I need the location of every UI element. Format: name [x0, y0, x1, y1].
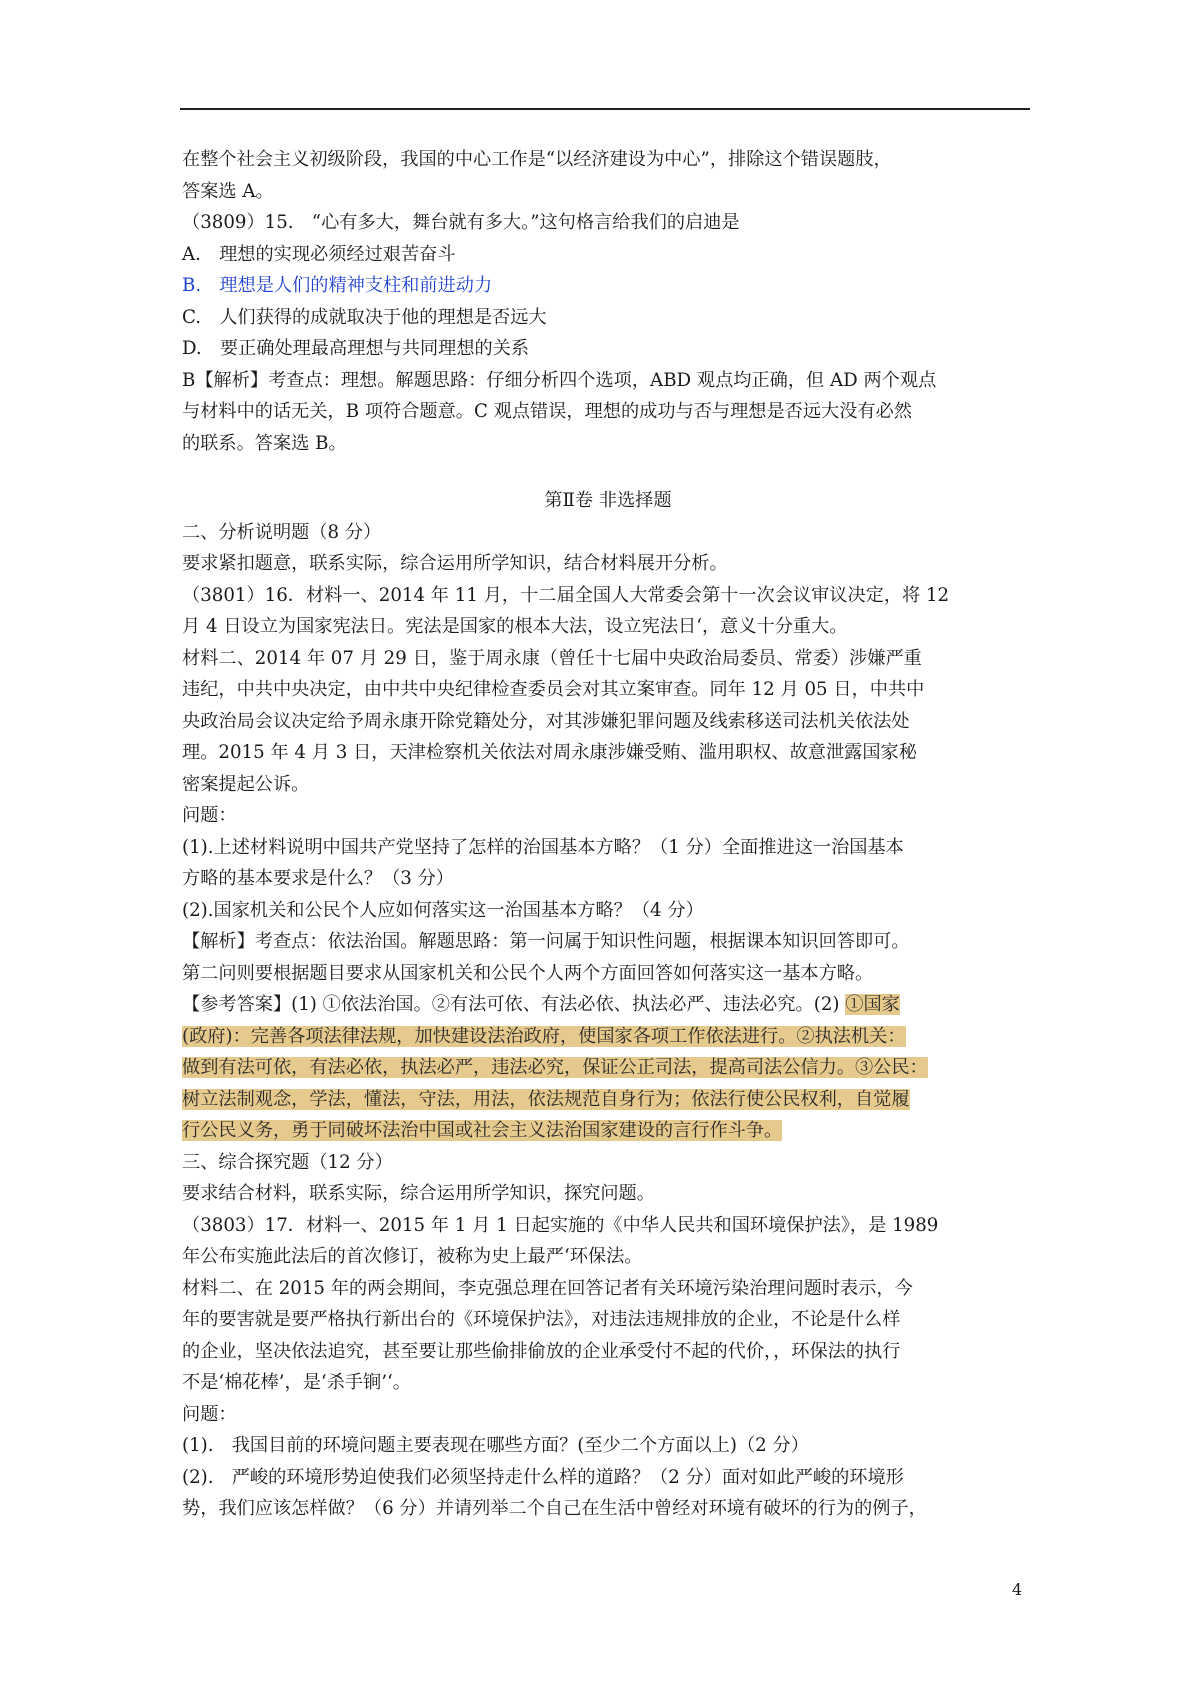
- header-rule: [180, 108, 1030, 110]
- question-label: 问题：: [182, 1403, 237, 1425]
- question-17-line: 的企业，坚决依法追究，甚至要让那些偷排偷放的企业承受付不起的代价，，环保法的执行: [182, 1340, 901, 1362]
- highlighted-answer-line: [182, 1084, 1034, 1116]
- highlighted-answer-line: [182, 1021, 1034, 1053]
- highlighted-answer: 行公民义务，勇于同破坏法治中国或社会主义法治国家建设的言行作斗争。: [182, 1120, 783, 1141]
- sub-question: 势，我们应该怎样做？（6 分）并请列举二个自己在生活中曾经对环境有破坏的行为的例子，: [182, 1498, 927, 1519]
- question-17-line: （3803）17．材料一、2015 年 1 月 1 日起实施的《中华人民共和国环境保护法》，是 1989: [182, 1214, 939, 1236]
- question-17-line: 年公布实施此法后的首次修订，被称为史上最严‘环保法。: [182, 1246, 643, 1267]
- question-15: （3809）15. “心有多大，舞台就有多大。”这句格言给我们的启迪是: [182, 212, 740, 233]
- reference-answer-line: [182, 989, 1034, 1021]
- text-line: 在整个社会主义初级阶段，我国的中心工作是“以经济建设为中心”，排除这个错误题肢，: [182, 149, 892, 170]
- question-16-line: 密案提起公诉。: [182, 773, 310, 795]
- question-16-line: 理。2015 年 4 月 3 日，天津检察机关依法对周永康涉嫌受贿、滥用职权、故意泄露国家秘: [182, 742, 917, 763]
- question-17-line: 材料二、在 2015 年的两会期间，李克强总理在回答记者有关环境污染治理问题时表示，今: [182, 1277, 913, 1299]
- requirement-text: 要求结合材料，联系实际，综合运用所学知识，探究问题。: [182, 1183, 655, 1204]
- question-label: 问题：: [182, 805, 237, 826]
- sub-question: (2).国家机关和公民个人应如何落实这一治国基本方略？（4 分）: [182, 899, 704, 921]
- option-d: D. 要正确处理最高理想与共同理想的关系: [182, 338, 530, 359]
- sub-question: (2). 严峻的环境形势迫使我们必须坚持走什么样的道路？（2 分）面对如此严峻的环境形: [182, 1466, 904, 1488]
- analysis-line: 第二问则要根据题目要求从国家机关和公民个人两个方面回答如何落实这一基本方略。: [182, 962, 874, 984]
- text-line: 答案选 A。: [182, 180, 274, 202]
- highlighted-answer: 做到有法可依，有法必依，执法必严，违法必究，保证公正司法，提高司法公信力。③公民：: [182, 1057, 928, 1078]
- option-a: A. 理想的实现必须经过艰苦奋斗: [182, 243, 456, 265]
- question-16-line: 违纪，中共中央决定，由中共中央纪律检查委员会对其立案审查。同年 12 月 05 日，中共中: [182, 679, 925, 700]
- section-title: 第Ⅱ卷 非选择题: [544, 490, 672, 511]
- page-number: 4: [1012, 1580, 1023, 1599]
- requirement-text: 要求紧扣题意，联系实际，综合运用所学知识，结合材料展开分析。: [182, 553, 728, 574]
- question-16-line: 月 4 日设立为国家宪法日。宪法是国家的根本大法，设立宪法日‘，意义十分重大。: [182, 616, 848, 637]
- sub-question: (1). 我国目前的环境问题主要表现在哪些方面？(至少二个方面以上)（2 分）: [182, 1435, 809, 1456]
- question-16-line: 材料二、2014 年 07 月 29 日，鉴于周永康（曾任十七届中央政治局委员、常委）涉嫌严重: [182, 647, 922, 669]
- question-16-line: 央政治局会议决定给予周永康开除党籍处分，对其涉嫌犯罪问题及线索移送司法机关依法处: [182, 710, 910, 732]
- sub-question: 方略的基本要求是什么？（3 分）: [182, 868, 454, 889]
- answer-15-line: B【解析】考查点：理想。解题思路：仔细分析四个选项，ABD 观点均正确，但 AD 两个观点: [182, 369, 937, 391]
- reference-answer-text: 【参考答案】(1) ①依法治国。②有法可依、有法必依、执法必严、违法必究。(2): [182, 994, 840, 1015]
- answer-15-line: 与材料中的话无关，B 项符合题意。C 观点错误，理想的成功与否与理想是否远大没有必然: [182, 401, 912, 422]
- highlighted-answer: ①国家: [845, 994, 900, 1015]
- highlighted-answer-line: [182, 1115, 1034, 1147]
- question-16-line: （3801）16．材料一、2014 年 11 月，十二届全国人大常委会第十一次会议审议决定，将 12: [182, 584, 950, 606]
- highlighted-answer-line: [182, 1052, 1034, 1084]
- question-17-line: 不是‘棉花棒’，是‘杀手锏’‘。: [182, 1372, 411, 1393]
- highlighted-answer: 树立法制观念，学法，懂法，守法，用法，依法规范自身行为；依法行使公民权利，自觉履: [182, 1088, 910, 1110]
- sub-question: (1).上述材料说明中国共产党坚持了怎样的治国基本方略？（1 分）全面推进这一治国基本: [182, 836, 904, 858]
- option-c: C. 人们获得的成就取决于他的理想是否远大: [182, 306, 547, 328]
- analysis-line: 【解析】考查点：依法治国。解题思路：第一问属于知识性问题，根据课本知识回答即可。: [182, 931, 910, 952]
- document-body: [182, 144, 1034, 1525]
- highlighted-answer: (政府)：完善各项法律法规，加快建设法治政府，使国家各项工作依法进行。②执法机关：: [182, 1025, 906, 1047]
- question-17-line: 年的要害就是要严格执行新出台的《环境保护法》，对违法违规排放的企业，不论是什么样: [182, 1309, 901, 1330]
- answer-15-line: 的联系。答案选 B。: [182, 432, 347, 454]
- part-heading: 二、分析说明题（8 分）: [182, 521, 382, 543]
- option-b: B. 理想是人们的精神支柱和前进动力: [182, 275, 493, 296]
- part-heading: 三、综合探究题（12 分）: [182, 1151, 393, 1173]
